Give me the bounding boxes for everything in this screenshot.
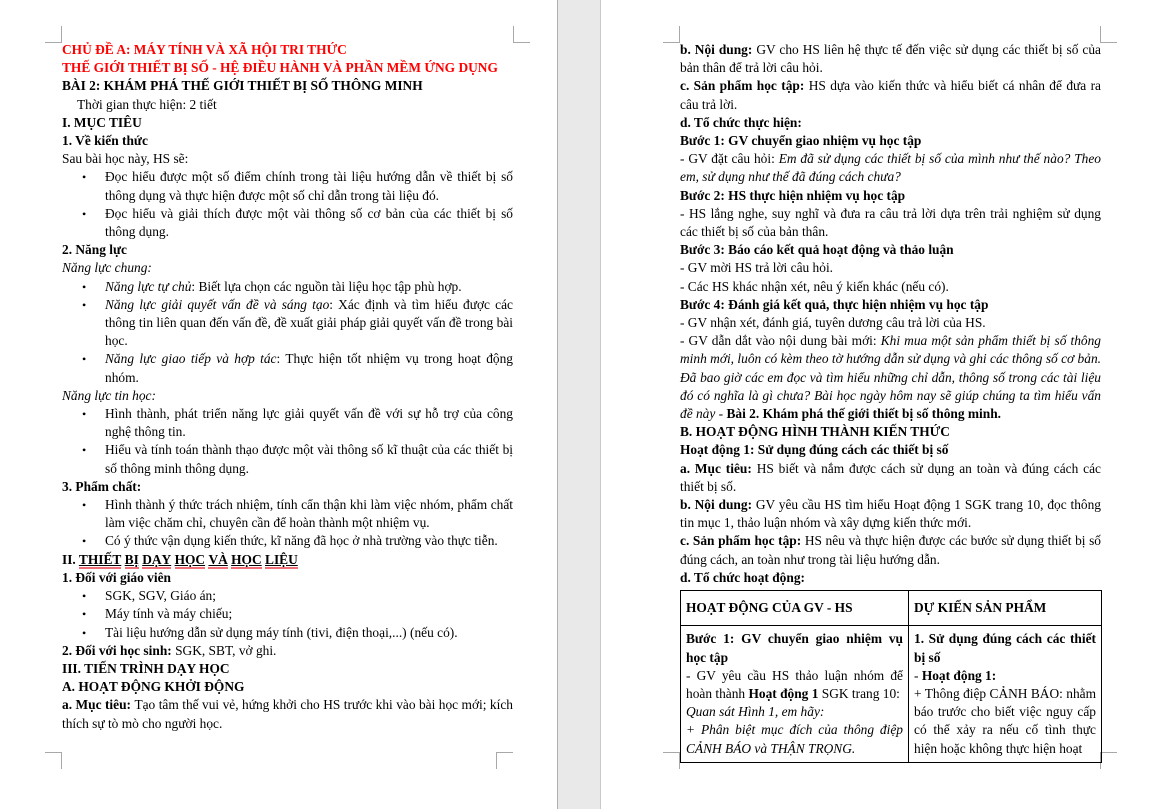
text-boundary-mark (45, 26, 62, 43)
underlined-word: HỌC (175, 552, 206, 570)
bullet-item: • SGK, SGV, Giáo án; (62, 587, 513, 605)
table-header-row (681, 591, 1102, 626)
bullet-item: • Đọc hiểu và giải thích được một vài thông số cơ bản của các thiết bị số thông dụng. (82, 205, 513, 240)
paragraph: Thời gian thực hiện: 2 tiết (77, 96, 217, 112)
bullet-icon: • (82, 279, 87, 294)
paragraph: I. MỤC TIÊU (62, 114, 142, 130)
paragraph: - GV nhận xét, đánh giá, tuyên dương câu trả lời của HS. (680, 315, 986, 331)
table-header-gv-hs: HOẠT ĐỘNG CỦA GV - HS (681, 591, 909, 626)
table-header-san-pham: DỰ KIẾN SẢN PHẨM (909, 591, 1102, 626)
paragraph: BÀI 2: KHÁM PHÁ THẾ GIỚI THIẾT BỊ SỐ THÔNG MINH (62, 78, 423, 94)
bullet-icon: • (82, 625, 87, 640)
paragraph: Hoạt động 1: Sử dụng đúng cách các thiết bị số (680, 442, 949, 458)
paragraph: - Hoạt động 1: (914, 667, 997, 683)
right-page-paragraphs (680, 41, 1101, 587)
paragraph: - Các HS khác nhận xét, nêu ý kiến khác (nếu có). (680, 278, 949, 294)
page-gap (557, 0, 601, 809)
table-cell-san-pham (909, 626, 1102, 762)
paragraph: 3. Phẩm chất: (62, 478, 142, 494)
paragraph: 1. Về kiến thức (62, 133, 148, 149)
bullet-item: • Năng lực giải quyết vấn đề và sáng tạo: Xác định và tìm hiểu được các thông tin liên quan đến vấn đề, đề xuất giải pháp giải quyết vấn đề trong bài học. (82, 296, 513, 349)
paragraph: - HS lắng nghe, suy nghĩ và đưa ra câu trả lời dựa trên trải nghiệm sử dụng các thiết bị số của bản thân. (680, 205, 1101, 240)
paragraph: c. Sản phẩm học tập: HS dựa vào kiến thức và hiểu biết cá nhân để đưa ra câu trả lời. (680, 78, 1101, 112)
paragraph: - GV mời HS trả lời câu hỏi. (680, 260, 834, 276)
bullet-item: • Có ý thức vận dụng kiến thức, kĩ năng đã học ở nhà trường vào thực tiễn. (62, 532, 513, 550)
paragraph: Bước 1: GV chuyển giao nhiệm vụ học tập (686, 631, 903, 665)
text-boundary-mark (1100, 26, 1117, 43)
text-boundary-mark (663, 752, 680, 769)
bullet-item: • Hình thành ý thức trách nhiệm, tính cẩn thận khi làm việc nhóm, phẩm chất làm việc chăm chỉ, chuyên cần để hoàn thành một nhiệm vụ. (82, 497, 513, 531)
paragraph: - GV dẫn dắt vào nội dung bài mới: Khi mua một sản phẩm thiết bị số thông minh mới, luôn có kèm theo tờ hướng dẫn sử dụng và ghi các thông số cơ bản. Đã bao giờ các em đọc và tìm hiểu những chỉ dẫn, thông số trong các tài liệu đó có nghĩa là gì chưa? Bài học ngày hôm nay sẽ giúp chúng ta tìm hiểu vấn đề này - Bài 2. Khám phá thế giới thiết bị số thông minh. (680, 333, 1101, 422)
paragraph: - GV yêu cầu HS thảo luận nhóm để hoàn thành Hoạt động 1 SGK trang 10: (686, 667, 903, 701)
bullet-item: • Năng lực giao tiếp và hợp tác: Thực hiện tốt nhiệm vụ trong hoạt động nhóm. (82, 351, 513, 385)
paragraph: Quan sát Hình 1, em hãy: (686, 704, 825, 720)
underlined-word: HỌC (231, 552, 262, 570)
underlined-word: THIẾT (79, 552, 121, 570)
paragraph: II. THIẾT BỊ DẠY HỌC VÀ HỌC LIỆU (62, 551, 513, 569)
activity-table (680, 590, 1102, 763)
bullet-icon: • (82, 607, 87, 622)
paragraph: Năng lực tin học: (62, 387, 156, 403)
table-cell-gv-hs (681, 626, 909, 762)
paragraph: CHỦ ĐỀ A: MÁY TÍNH VÀ XÃ HỘI TRI THỨC (62, 42, 347, 57)
paragraph: Bước 1: GV chuyển giao nhiệm vụ học tập (680, 133, 922, 149)
document-text-column-right (680, 41, 1101, 763)
paragraph: THẾ GIỚI THIẾT BỊ SỐ - HỆ ĐIỀU HÀNH VÀ PHẦN MỀM ỨNG DỤNG (62, 60, 498, 76)
paragraph: d. Tổ chức hoạt động: (680, 569, 805, 585)
paragraph: 1. Đối với giáo viên (62, 569, 171, 585)
text-boundary-mark (1100, 752, 1117, 769)
paragraph: - GV đặt câu hỏi: Em đã sử dụng các thiết bị số của mình như thế nào? Theo em, sử dụng như thế đã đúng cách chưa? (680, 151, 1101, 185)
bullet-item: • Máy tính và máy chiếu; (62, 605, 513, 623)
bullet-icon: • (82, 443, 87, 458)
paragraph: a. Mục tiêu: HS biết và nắm được cách sử dụng an toàn và đúng cách các thiết bị số. (680, 460, 1101, 494)
paragraph: + Thông điệp CẢNH BÁO: nhằm báo trước cho biết việc nguy cấp có thể xảy ra nếu cố tình thực hiện hoặc không thực hiện hoạt (914, 685, 1096, 756)
bullet-item: • Đọc hiểu được một số điểm chính trong tài liệu hướng dẫn về thiết bị số thông dụng và thực hiện được một số chỉ dẫn trong tài liệu đó. (82, 169, 513, 203)
paragraph: 2. Đối với học sinh: SGK, SBT, vở ghi. (62, 642, 277, 658)
underlined-word: DẠY (142, 552, 171, 570)
underlined-word: VÀ (208, 552, 227, 570)
page-right (601, 0, 1165, 809)
bullet-icon: • (82, 407, 87, 422)
paragraph: A. HOẠT ĐỘNG KHỞI ĐỘNG (62, 679, 245, 695)
paragraph: + Phân biệt mục đích của thông điệp CẢNH BÁO và THẬN TRỌNG. (686, 722, 903, 756)
paragraph: b. Nội dung: GV yêu cầu HS tìm hiểu Hoạt động 1 SGK trang 10, đọc thông tin mục 1, thảo luận nhóm và xây dựng kiến thức mới. (680, 497, 1101, 531)
paragraph: Bước 3: Báo cáo kết quả hoạt động và thảo luận (680, 242, 954, 258)
text-boundary-mark (663, 26, 680, 43)
page-left (0, 0, 557, 809)
text-boundary-mark (496, 752, 513, 769)
paragraph: Bước 4: Đánh giá kết quả, thực hiện nhiệm vụ học tập (680, 296, 989, 312)
bullet-icon: • (82, 297, 87, 312)
paragraph: III. TIẾN TRÌNH DẠY HỌC (62, 660, 230, 676)
paragraph: B. HOẠT ĐỘNG HÌNH THÀNH KIẾN THỨC (680, 424, 950, 440)
bullet-item: • Tài liệu hướng dẫn sử dụng máy tính (tivi, điện thoại,...) (nếu có). (62, 624, 513, 642)
paragraph: Năng lực chung: (62, 260, 152, 276)
paragraph: c. Sản phẩm học tập: HS nêu và thực hiện được các bước sử dụng thiết bị số đúng cách, an toàn như trong tài liệu hướng dẫn. (680, 533, 1102, 567)
underlined-word: LIỆU (265, 552, 298, 570)
table-row (681, 626, 1102, 762)
bullet-icon: • (82, 534, 87, 549)
bullet-item: • Hiểu và tính toán thành thạo được một vài thông số kĩ thuật của các thiết bị số thông minh thông dụng. (82, 442, 513, 476)
bullet-icon: • (82, 589, 87, 604)
text-boundary-mark (45, 752, 62, 769)
paragraph: b. Nội dung: GV cho HS liên hệ thực tế đến việc sử dụng các thiết bị số của bản thân để trả lời câu hỏi. (680, 42, 1102, 76)
bullet-icon: • (82, 498, 87, 513)
paragraph: d. Tổ chức thực hiện: (680, 114, 802, 130)
underlined-word: BỊ (125, 552, 139, 570)
document-text-column-left (62, 41, 513, 733)
bullet-icon: • (82, 352, 87, 367)
paragraph: a. Mục tiêu: Tạo tâm thế vui vẻ, hứng khởi cho HS trước khi vào bài học mới; kích thích sự tò mò cho người học. (62, 697, 513, 731)
paragraph: Sau bài học này, HS sẽ: (62, 151, 189, 167)
paragraph: 1. Sử dụng đúng cách các thiết bị số (914, 631, 1096, 665)
bullet-item: • Năng lực tự chủ: Biết lựa chọn các nguồn tài liệu học tập phù hợp. (62, 278, 513, 296)
paragraph: Bước 2: HS thực hiện nhiệm vụ học tập (680, 187, 906, 203)
bullet-item: • Hình thành, phát triển năng lực giải quyết vấn đề với sự hỗ trợ của công nghệ thông tin. (82, 406, 513, 440)
paragraph: 2. Năng lực (62, 242, 127, 258)
text-boundary-mark (513, 26, 530, 43)
bullet-icon: • (82, 206, 87, 221)
bullet-icon: • (82, 170, 87, 185)
